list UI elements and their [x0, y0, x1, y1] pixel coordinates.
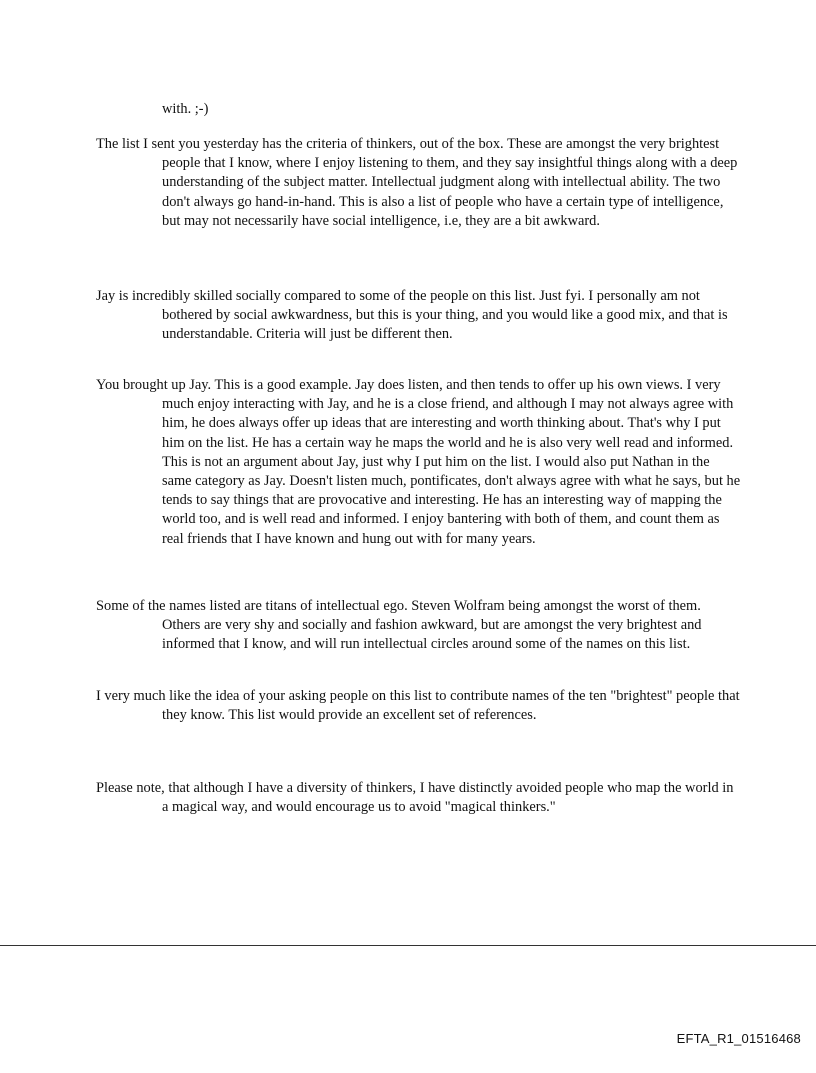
paragraph-jay-social: Jay is incredibly skilled socially compared to some of the people on this list. Just fyi. I personally am not bothered by social awkwardness, but this is your thing, and you would like a good mix, and that is understandable. Criteria will just be different then. — [96, 288, 728, 343]
paragraph-criteria: The list I sent you yesterday has the criteria of thinkers, out of the box. These are amongst the very brightest people that I know, where I enjoy listening to them, and they say insightful things along with a deep understanding of the subject matter. Intellectual judgment along with intellectual ability. The two don't always go hand-in-hand. This is also a list of people who have a certain type of intelligence, but may not necessarily have social intelligence, i.e, they are a bit awkward. — [96, 136, 738, 229]
paragraph-jay-example: You brought up Jay. This is a good example. Jay does listen, and then tends to offer up his own views. I very much enjoy interacting with Jay, and he is a close friend, and although I may not always agree with him, he does always offer up ideas that are interesting and worth thinking about. That's why I put him on the list. He has a certain way he maps the world and he is also very well read and informed. This is not an argument about Jay, just why I put him on the list. I would also put Nathan in the same category as Jay. Doesn't listen much, pontificates, don't always agree with what he says, but he tends to say things that are provocative and interesting. He has an interesting way of mapping the world too, and is well read and informed. I enjoy bantering with both of them, and count them as real friends that I have known and hung out with for many years. — [96, 377, 741, 547]
continuation-text: with. ;-) — [162, 101, 209, 117]
paragraph-magical-thinkers: Please note, that although I have a diversity of thinkers, I have distinctly avoided people who map the world in a magical way, and would encourage us to avoid "magical thinkers." — [96, 780, 734, 816]
paragraph-intellectual-ego: Some of the names listed are titans of intellectual ego. Steven Wolfram being amongst the worst of them. Others are very shy and socially and fashion awkward, but are amongst the very brightest and informed that I know, and will run intellectual circles around some of the names on this list. — [96, 598, 702, 653]
paragraph-references: I very much like the idea of your asking people on this list to contribute names of the ten "brightest" people that they know. This list would provide an excellent set of references. — [96, 688, 740, 724]
document-id: EFTA_R1_01516468 — [676, 1031, 801, 1046]
footer-divider — [0, 945, 816, 946]
